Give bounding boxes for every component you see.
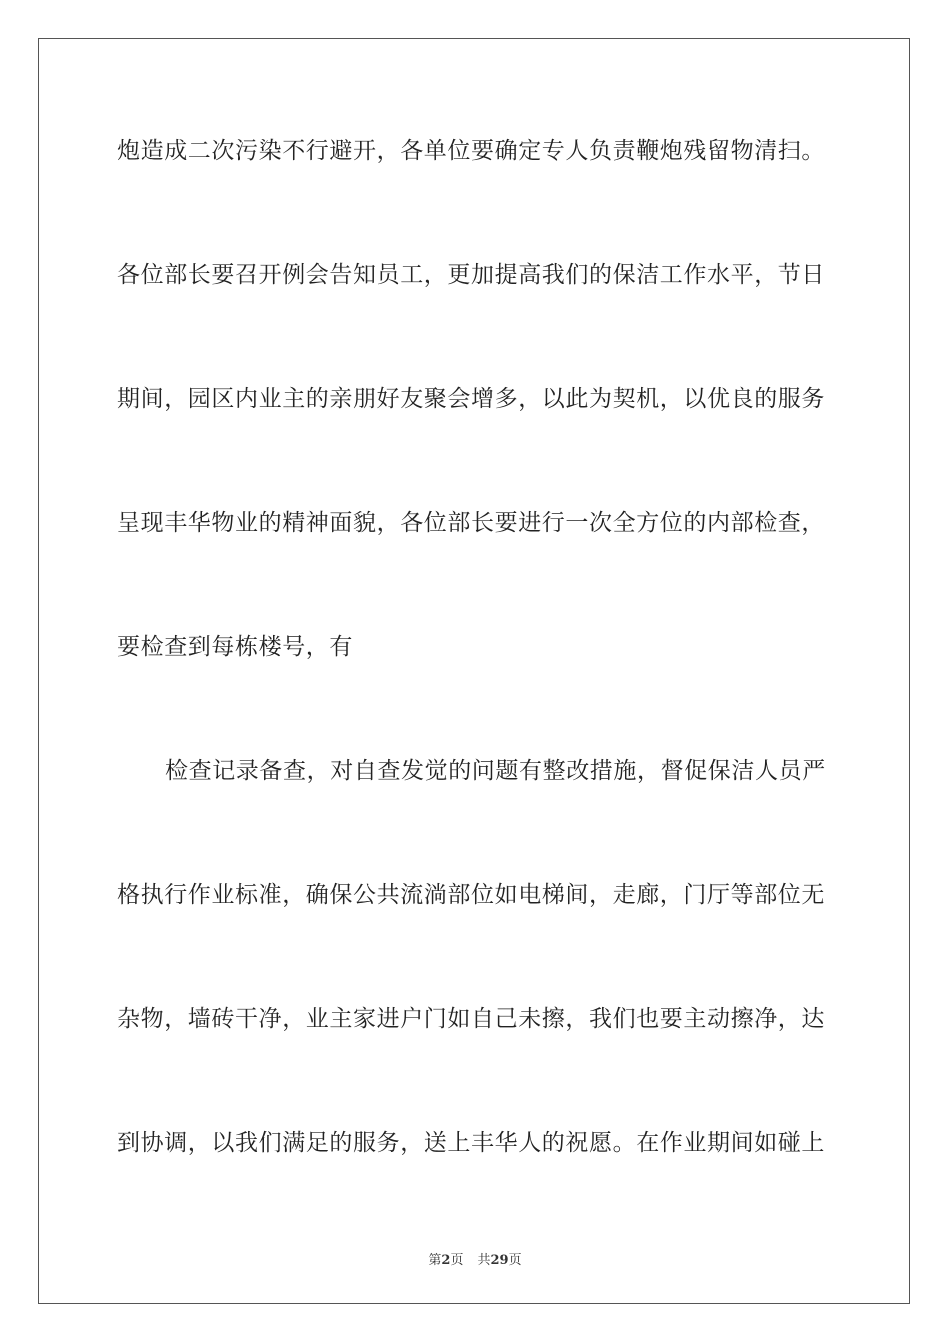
page-footer	[0, 1249, 950, 1268]
text-line: 期间，园区内业主的亲朋好友聚会增多，以此为契机，以优良的服务	[117, 386, 825, 412]
total-suffix: 页	[508, 1253, 522, 1268]
paragraph-first-line: 检查记录备查，对自查发觉的问题有整改措施，督促保洁人员严	[165, 758, 826, 784]
text-line: 各位部长要召开例会告知员工，更加提高我们的保洁工作水平，节日	[117, 262, 825, 288]
text-line: 格执行作业标准，确保公共流淌部位如电梯间，走廊，门厅等部位无	[117, 882, 825, 908]
text-line: 炮造成二次污染不行避开，各单位要确定专人负责鞭炮残留物清扫。	[117, 138, 825, 164]
page-suffix: 页	[450, 1253, 464, 1268]
text-line: 呈现丰华物业的精神面貌，各位部长要进行一次全方位的内部检查，	[117, 510, 825, 536]
text-line: 到协调，以我们满足的服务，送上丰华人的祝愿。在作业期间如碰上	[117, 1130, 825, 1156]
text-line: 杂物，墙砖干净，业主家进户门如自己未擦，我们也要主动擦净，达	[117, 1006, 825, 1032]
text-line: 要检查到每栋楼号，有	[117, 634, 353, 660]
total-prefix: 共	[477, 1253, 491, 1268]
page-border	[38, 38, 910, 1304]
page-number: 2	[441, 1253, 451, 1268]
page-prefix: 第	[428, 1253, 442, 1268]
total-pages: 29	[490, 1253, 509, 1268]
